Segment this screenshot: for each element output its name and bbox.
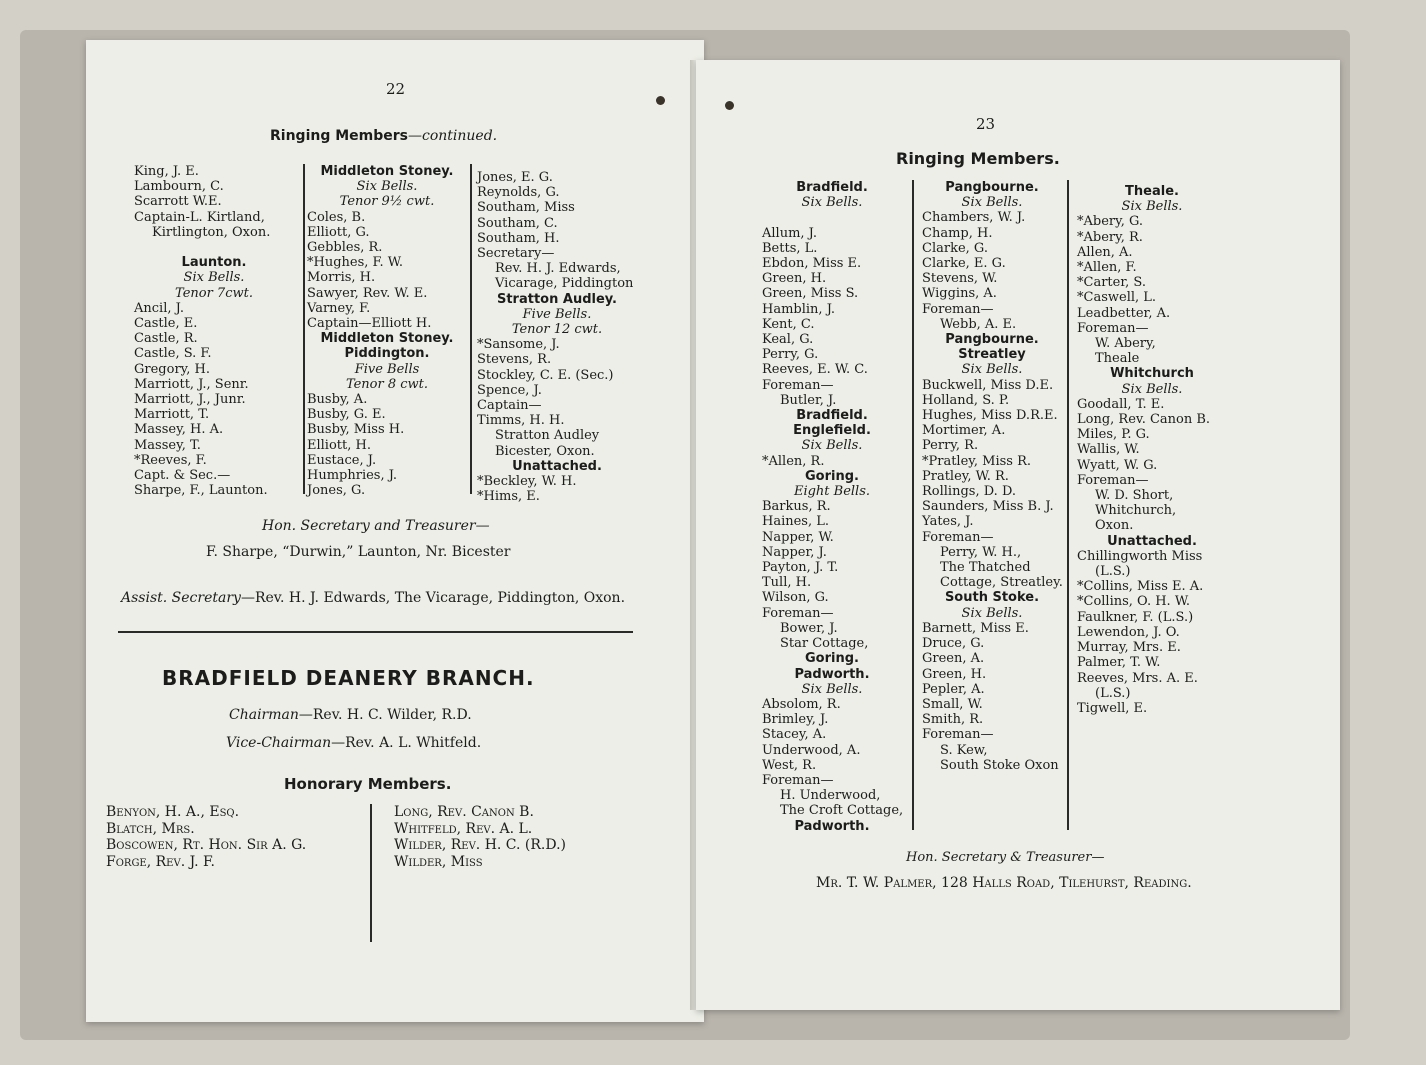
member-name: Green, Miss S.	[762, 286, 859, 302]
town-heading: Middleton Stoney.	[320, 164, 454, 179]
member-name: Stevens, R.	[477, 352, 552, 368]
member-name: Champ, H.	[922, 225, 993, 241]
member-name: *Collins, O. H. W.	[1077, 594, 1191, 610]
member-name: Massey, T.	[134, 437, 201, 453]
member-name: Gebbles, R.	[307, 240, 383, 256]
member-name: Sharpe, F., Launton.	[134, 483, 268, 499]
member-name: Allum, J.	[762, 225, 818, 241]
town-heading: Pangbourne.	[945, 180, 1039, 195]
member-name: Castle, E.	[134, 316, 198, 332]
town-heading: Goring.	[805, 651, 859, 667]
hon-secretary-value: Mr. T. W. Palmer, 128 Halls Road, Tilehurst, Reading.	[816, 875, 1192, 891]
column-divider	[370, 804, 372, 942]
bells-info: Tenor 9½ cwt.	[339, 194, 435, 210]
vice-value: —Rev. A. L. Whitfeld.	[331, 735, 482, 751]
member-name: *Beckley, W. H.	[477, 474, 577, 490]
town-heading: Middleton Stoney.	[320, 331, 454, 347]
member-name: Rollings, D. D.	[922, 484, 1017, 500]
member-name: Napper, J.	[762, 544, 827, 560]
member-name: Oxon.	[1095, 518, 1134, 534]
member-name: Busby, A.	[307, 392, 368, 408]
member-name: West, R.	[762, 757, 817, 773]
member-name: Yates, J.	[922, 514, 974, 530]
member-name: W. D. Short,	[1095, 488, 1174, 504]
member-name: Elliott, G.	[307, 224, 370, 240]
member-name: *Caswell, L.	[1077, 290, 1157, 306]
member-name: Pratley, W. R.	[922, 468, 1009, 484]
town-heading: Bradfield.	[796, 180, 868, 195]
page-number: 22	[386, 80, 406, 98]
member-name: Wyatt, W. G.	[1077, 457, 1158, 473]
town-heading: Unattached.	[1107, 533, 1197, 549]
honorary-member: Wilder, Rev. H. C. (R.D.)	[394, 837, 567, 853]
bells-info: Six Bells.	[961, 605, 1023, 621]
member-name: *Allen, R.	[762, 453, 825, 469]
member-name: Tull, H.	[762, 575, 812, 591]
column-divider	[470, 164, 472, 494]
member-name: Coles, B.	[307, 209, 366, 225]
member-name: Stevens, W.	[922, 271, 998, 287]
member-name: Barkus, R.	[762, 499, 831, 515]
chairman-label: Chairman	[229, 707, 299, 723]
member-name: Green, A.	[922, 651, 985, 667]
member-name: Castle, R.	[134, 331, 198, 347]
member-name: Webb, A. E.	[940, 316, 1017, 332]
member-column-1	[762, 180, 903, 834]
member-name: Hamblin, J.	[762, 301, 836, 317]
honorary-column-2	[394, 804, 566, 870]
member-name: Reeves, E. W. C.	[762, 362, 868, 378]
member-name: South Stoke Oxon	[940, 757, 1059, 773]
town-heading: Stratton Audley.	[496, 291, 617, 307]
bells-info: Six Bells.	[961, 195, 1023, 211]
member-name: *Collins, Miss E. A.	[1077, 579, 1204, 595]
member-name: Clarke, E. G.	[922, 256, 1006, 272]
member-name: Druce, G.	[922, 636, 985, 652]
member-name: Absolom, R.	[762, 696, 841, 712]
honorary-member: Boscowen, Rt. Hon. Sir A. G.	[106, 837, 307, 853]
member-name: Underwood, A.	[762, 742, 861, 758]
member-name: Spence, J.	[477, 382, 542, 398]
member-name: Kirtlington, Oxon.	[152, 224, 271, 240]
member-name: Cottage, Streatley.	[940, 575, 1063, 591]
member-name: Butler, J.	[780, 392, 837, 408]
member-name: Vicarage, Piddington	[495, 276, 634, 292]
member-name: Foreman—	[922, 301, 994, 317]
left-page	[86, 40, 704, 1022]
member-name: Sawyer, Rev. W. E.	[307, 285, 428, 301]
member-name: Reeves, Mrs. A. E.	[1077, 670, 1198, 686]
member-name: H. Underwood,	[780, 788, 881, 804]
bells-info: Six Bells.	[801, 681, 863, 697]
staple-hole	[656, 96, 665, 105]
column-divider	[303, 164, 305, 494]
member-name: Bicester, Oxon.	[495, 443, 595, 459]
member-name: Miles, P. G.	[1077, 427, 1150, 443]
bells-info: Five Bells	[354, 361, 420, 377]
member-name: Tigwell, E.	[1077, 700, 1148, 716]
member-name: Chillingworth Miss	[1077, 548, 1203, 564]
town-heading: Streatley	[958, 347, 1026, 363]
town-heading: Theale.	[1125, 184, 1179, 199]
member-name: Capt. & Sec.—	[134, 468, 231, 484]
member-name: *Sansome, J.	[477, 337, 560, 353]
honorary-member: Blatch, Mrs.	[106, 820, 195, 837]
bells-info: Six Bells.	[1121, 381, 1183, 397]
member-name: Gregory, H.	[134, 361, 211, 377]
section-heading: Ringing Members.	[896, 149, 1060, 168]
member-name: Wallis, W.	[1077, 442, 1140, 458]
bells-info: Six Bells.	[801, 438, 863, 454]
vice-label: Vice-Chairman	[226, 735, 332, 751]
bells-info: Six Bells.	[183, 270, 245, 286]
honorary-member: Forge, Rev. J. F.	[106, 853, 216, 870]
page-number: 23	[976, 115, 996, 133]
member-name: Hughes, Miss D.R.E.	[922, 408, 1058, 424]
hon-secretary-label: Hon. Secretary and Treasurer—	[262, 518, 490, 534]
member-name: Wiggins, A.	[922, 286, 997, 302]
member-name: Star Cottage,	[780, 636, 869, 652]
member-name: Southam, C.	[477, 215, 558, 231]
member-column-3	[1077, 184, 1227, 716]
member-name: Leadbetter, A.	[1077, 305, 1171, 321]
member-name: Allen, A.	[1077, 244, 1133, 260]
member-name: Long, Rev. Canon B.	[1077, 412, 1211, 428]
member-name: Green, H.	[922, 666, 987, 682]
member-name: Bower, J.	[780, 620, 838, 636]
heading-suffix: —continued.	[408, 128, 498, 144]
member-name: Faulkner, F. (L.S.)	[1077, 609, 1194, 625]
bells-info: Tenor 7cwt.	[175, 285, 253, 301]
section-rule	[118, 631, 633, 633]
member-name: Elliott, H.	[307, 437, 371, 453]
member-name: Timms, H. H.	[477, 413, 565, 429]
member-name: W. Abery,	[1095, 336, 1156, 352]
member-name: Stacey, A.	[762, 727, 827, 743]
member-name: Busby, G. E.	[307, 407, 386, 423]
member-name: Rev. H. J. Edwards,	[495, 261, 621, 277]
member-name: Smith, R.	[922, 712, 984, 728]
honorary-member: Benyon, H. A., Esq.	[106, 804, 240, 820]
member-name: Scarrott W.E.	[134, 194, 222, 210]
member-name: S. Kew,	[940, 742, 988, 758]
member-name: Betts, L.	[762, 240, 818, 256]
member-name: Small, W.	[922, 696, 983, 712]
member-name: Southam, H.	[477, 230, 560, 246]
member-name: Varney, F.	[307, 300, 371, 316]
honorary-member: Long, Rev. Canon B.	[394, 804, 534, 820]
assist-secretary	[121, 590, 625, 606]
member-name: *Abery, G.	[1077, 214, 1144, 230]
member-name: The Thatched	[940, 560, 1031, 576]
assist-value: —Rev. H. J. Edwards, The Vicarage, Piddington, Oxon.	[240, 590, 626, 606]
hon-secretary-label: Hon. Secretary & Treasurer—	[906, 850, 1105, 865]
member-name: Perry, R.	[922, 438, 979, 454]
member-name: Southam, Miss	[477, 200, 575, 216]
member-name: Murray, Mrs. E.	[1077, 640, 1181, 656]
member-name: Foreman—	[922, 529, 994, 545]
member-name: (L.S.)	[1095, 564, 1131, 580]
member-name: Saunders, Miss B. J.	[922, 499, 1054, 515]
member-column-2	[307, 164, 467, 498]
branch-title: BRADFIELD DEANERY BRANCH.	[162, 666, 535, 690]
bells-info: Five Bells.	[522, 306, 592, 322]
member-name: Eustace, J.	[307, 452, 377, 468]
member-name: *Abery, R.	[1077, 229, 1143, 245]
member-name: Foreman—	[762, 772, 834, 788]
member-name: (L.S.)	[1095, 685, 1131, 701]
honorary-member: Whitfeld, Rev. A. L.	[394, 820, 533, 837]
right-page	[696, 60, 1340, 1010]
member-name: Reynolds, G.	[477, 185, 560, 201]
member-name: Morris, H.	[307, 270, 376, 286]
member-name: Stratton Audley	[495, 428, 600, 444]
member-name: *Carter, S.	[1077, 275, 1146, 291]
bells-info: Six Bells.	[801, 195, 863, 211]
bells-info: Six Bells.	[1121, 199, 1183, 215]
hon-secretary-value: F. Sharpe, “Durwin,” Launton, Nr. Bicester	[206, 544, 511, 560]
member-name: Jones, G.	[307, 483, 366, 499]
member-column-1	[134, 164, 294, 498]
member-name: Napper, W.	[762, 529, 834, 545]
member-name: Ancil, J.	[134, 300, 184, 316]
member-name: Palmer, T. W.	[1077, 655, 1161, 671]
member-name: Busby, Miss H.	[307, 422, 405, 438]
member-name: King, J. E.	[134, 164, 199, 179]
town-heading: Pangbourne.	[945, 332, 1039, 348]
member-name: Foreman—	[922, 727, 994, 743]
member-name: Clarke, G.	[922, 240, 988, 256]
bells-info: Tenor 8 cwt.	[345, 376, 429, 392]
member-name: Foreman—	[1077, 472, 1149, 488]
member-name: Stockley, C. E. (Sec.)	[477, 367, 614, 383]
member-name: Marriott, T.	[134, 407, 210, 423]
member-name: Buckwell, Miss D.E.	[922, 377, 1054, 393]
honorary-heading: Honorary Members.	[284, 775, 452, 793]
member-name: Marriott, J., Senr.	[134, 376, 249, 392]
member-name: Mortimer, A.	[922, 423, 1006, 439]
member-name: Perry, W. H.,	[940, 544, 1022, 560]
bells-info: Six Bells.	[961, 362, 1023, 378]
member-name: *Hims, E.	[477, 489, 540, 505]
honorary-column-1	[106, 804, 306, 870]
member-name: Pepler, A.	[922, 681, 985, 697]
member-name: *Allen, F.	[1077, 260, 1137, 276]
member-name: Chambers, W. J.	[922, 210, 1026, 226]
member-name: *Reeves, F.	[134, 452, 207, 468]
member-name: Captain-L. Kirtland,	[134, 209, 265, 225]
member-name: Castle, S. F.	[134, 346, 212, 362]
member-name: Perry, G.	[762, 347, 819, 363]
member-name: The Croft Cottage,	[780, 803, 904, 819]
bells-info: Tenor 12 cwt.	[511, 322, 603, 338]
member-name: Secretary—	[477, 246, 555, 262]
member-column-2	[922, 180, 1063, 773]
spacer	[762, 210, 903, 225]
chairman-line	[229, 707, 472, 723]
chairman-value: —Rev. H. C. Wilder, R.D.	[298, 707, 472, 723]
vice-chairman-line	[226, 735, 481, 751]
honorary-member: Wilder, Miss	[394, 853, 483, 870]
member-column-3	[477, 170, 637, 504]
town-heading: Launton.	[181, 255, 247, 271]
member-name: Marriott, J., Junr.	[134, 392, 246, 408]
member-name: *Pratley, Miss R.	[922, 453, 1032, 469]
member-name: Humphries, J.	[307, 468, 398, 484]
member-name: Keal, G.	[762, 332, 814, 348]
member-name: Captain—	[477, 398, 542, 414]
column-divider	[1067, 180, 1069, 830]
member-name: Jones, E. G.	[477, 170, 553, 185]
column-divider	[912, 180, 914, 830]
member-name: Theale	[1095, 351, 1140, 367]
town-heading: Whitchurch	[1110, 366, 1194, 382]
heading-text: Ringing Members	[270, 128, 408, 144]
member-name: Kent, C.	[762, 316, 815, 332]
member-name: Massey, H. A.	[134, 422, 224, 438]
town-heading: Englefield.	[793, 423, 871, 439]
member-name: Payton, J. T.	[762, 560, 839, 576]
section-heading	[270, 128, 497, 144]
member-name: Green, H.	[762, 271, 827, 287]
member-name: Captain—Elliott H.	[307, 316, 432, 332]
member-name: Lambourn, C.	[134, 179, 224, 195]
member-name: *Hughes, F. W.	[307, 255, 404, 271]
member-name: Wilson, G.	[762, 590, 829, 606]
assist-label: Assist. Secretary	[121, 590, 241, 606]
member-name: Holland, S. P.	[922, 392, 1010, 408]
member-name: Foreman—	[762, 377, 834, 393]
member-name: Haines, L.	[762, 514, 830, 530]
member-name: Barnett, Miss E.	[922, 620, 1029, 636]
town-heading: Unattached.	[512, 458, 602, 474]
member-name: Lewendon, J. O.	[1077, 624, 1180, 640]
bells-info: Six Bells.	[356, 179, 418, 195]
town-heading: Piddington.	[344, 346, 430, 362]
bells-info: Eight Bells.	[793, 484, 871, 500]
member-name: Goodall, T. E.	[1077, 396, 1165, 412]
member-name: Ebdon, Miss E.	[762, 256, 862, 272]
member-name: Foreman—	[1077, 320, 1149, 336]
member-name: Foreman—	[762, 605, 834, 621]
town-heading: Goring.	[805, 468, 859, 484]
town-heading: Padworth.	[794, 666, 870, 682]
member-name: Whitchurch,	[1095, 503, 1177, 519]
member-name: Brimley, J.	[762, 712, 829, 728]
town-heading: South Stoke.	[944, 590, 1040, 606]
town-heading: Padworth.	[794, 818, 870, 834]
staple-hole	[725, 101, 734, 110]
town-heading: Bradfield.	[796, 408, 868, 424]
spacer	[134, 240, 294, 255]
